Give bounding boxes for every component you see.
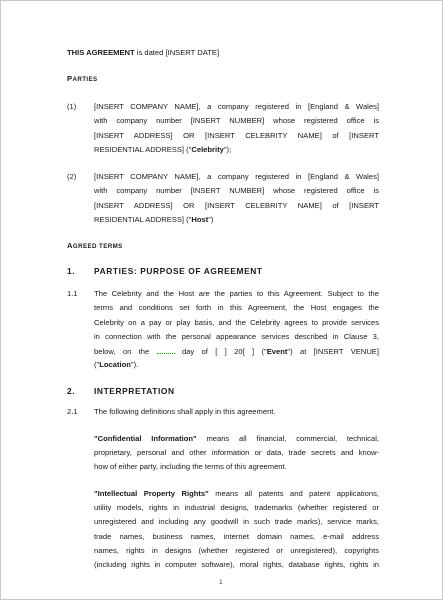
def-confidential-line-3: how of either party, including the terms of this agreement. bbox=[94, 462, 287, 471]
party-2-defined-term: Host bbox=[191, 215, 209, 224]
agreement-intro bbox=[67, 48, 219, 58]
clause-1-1-line-2: terms and conditions set forth in this Agreement, the Host engages the bbox=[94, 303, 379, 312]
section-2-title: INTERPRETATION bbox=[94, 386, 175, 396]
party-1-line-2: with company number [INSERT NUMBER] whose registered office is bbox=[94, 116, 379, 125]
page-number: 1 bbox=[219, 579, 223, 586]
def-ipr-line-2: utility models, rights in industrial designs, trademarks (whether registered or bbox=[94, 503, 379, 512]
event-defined-term: Event bbox=[266, 347, 288, 356]
clause-1-1-line-3: Celebrity on a pay or play basis, and the Celebrity agrees to provide services bbox=[94, 318, 379, 327]
def-ipr-line-3: unregistered and including any goodwill in such trade marks), service marks, bbox=[94, 517, 379, 526]
section-1-number: 1. bbox=[67, 266, 76, 276]
clause-1-1-line-4: in connection with the personal appearance services described in Clause 3, bbox=[94, 332, 379, 341]
party-2-line-3: [INSERT ADDRESS] OR [INSERT CELEBRITY NAME] of [INSERT bbox=[94, 201, 379, 210]
agreed-terms-heading bbox=[67, 241, 123, 252]
agreed-terms-rest: GREED TERMS bbox=[72, 243, 123, 250]
party-2-line-1: [INSERT COMPANY NAME], a company registered in [England & Wales] bbox=[94, 172, 379, 181]
parties-heading-cap: P bbox=[67, 74, 73, 83]
section-1-title: PARTIES: PURPOSE OF AGREEMENT bbox=[94, 266, 263, 276]
party-2-line-2: with company number [INSERT NUMBER] whose registered office is bbox=[94, 186, 379, 195]
party-2-line-4-post: ") bbox=[208, 215, 214, 224]
agreed-terms-cap: A bbox=[67, 241, 73, 250]
clause-1-1-line-5 bbox=[94, 346, 379, 357]
party-2-line-4-pre: RESIDENTIAL ADDRESS] (" bbox=[94, 215, 192, 224]
def-confidential-line-1 bbox=[94, 434, 379, 444]
party-1-line-4-pre: RESIDENTIAL ADDRESS] (" bbox=[94, 145, 192, 154]
def-ipr-line-4: trade names, business names, internet domain names, e-mail address bbox=[94, 532, 379, 541]
party-1-line-1: [INSERT COMPANY NAME], a company registered in [England & Wales] bbox=[94, 102, 379, 111]
clause-2-1-text: The following definitions shall apply in this agreement. bbox=[94, 407, 276, 416]
party-1-defined-term: Celebrity bbox=[191, 145, 224, 154]
party-2-line-4 bbox=[94, 215, 213, 225]
spellcheck-squiggle bbox=[157, 346, 175, 354]
clause-1-1-line-6-pre: (" bbox=[94, 360, 100, 369]
parties-heading bbox=[67, 74, 98, 85]
intro-bold: THIS AGREEMENT bbox=[67, 48, 135, 57]
party-1-line-3: [INSERT ADDRESS] OR [INSERT CELEBRITY NAME] of [INSERT bbox=[94, 131, 379, 140]
intro-rest: is dated [INSERT DATE] bbox=[134, 48, 220, 57]
clause-1-1-line-6-post: "). bbox=[130, 360, 139, 369]
clause-2-1-number: 2.1 bbox=[67, 407, 78, 416]
clause-1-1-line-6 bbox=[94, 360, 138, 370]
parties-heading-rest: ARTIES bbox=[72, 76, 98, 83]
def-ipr-line-1-rest: means all patents and patent applications, bbox=[208, 489, 379, 498]
clause-1-1-number: 1.1 bbox=[67, 289, 78, 298]
party-1-number: (1) bbox=[67, 102, 77, 111]
clause-1-1-line-5-b: day of [ ] 20[ ] (" bbox=[181, 347, 267, 356]
party-2-number: (2) bbox=[67, 172, 77, 181]
clause-1-1-line-5-c: ") at [INSERT VENUE] bbox=[287, 347, 379, 356]
party-1-line-4 bbox=[94, 145, 231, 155]
def-confidential-term: "Confidential Information" bbox=[94, 434, 197, 443]
clause-1-1-line-5-a: below, on the bbox=[94, 347, 150, 356]
def-ipr-term: "Intellectual Property Rights" bbox=[94, 489, 209, 498]
def-ipr-line-5: names, rights in designs (whether registered or unregistered), copyrights bbox=[94, 546, 379, 555]
party-1-line-4-post: "); bbox=[223, 145, 232, 154]
def-confidential-line-1-rest: means all financial, commercial, technical, bbox=[196, 434, 379, 443]
section-2-number: 2. bbox=[67, 386, 76, 396]
def-ipr-line-1 bbox=[94, 489, 379, 499]
def-confidential-line-2: proprietary, personal and other information or data, trade secrets and know- bbox=[94, 448, 379, 457]
location-defined-term: Location bbox=[99, 360, 131, 369]
clause-1-1-line-1: The Celebrity and the Host are the parties to this Agreement. Subject to the bbox=[94, 289, 379, 298]
def-ipr-line-6: (including rights in computer software), moral rights, database rights, rights in bbox=[94, 560, 379, 569]
